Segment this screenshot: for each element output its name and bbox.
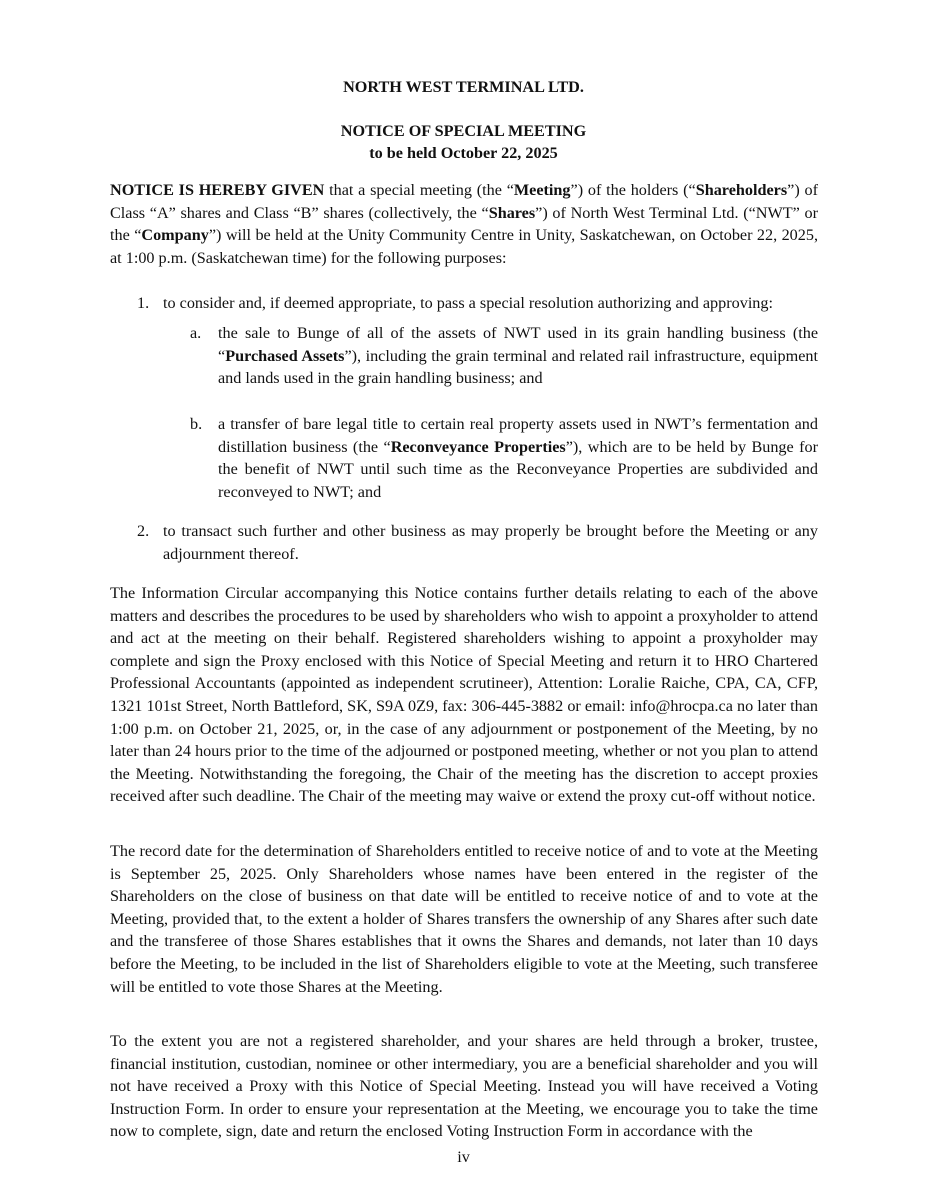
defined-term-company: Company (141, 226, 209, 245)
record-date-paragraph: The record date for the determination of Shareholders entitled to receive notice of and to vote at the Meeting is September 25, 2025. Only Shareholders whose names have been entered in the register of the Shareholders on the close of business on that date will be entitled to receive notice of and to vote at the Meeting, provided that, to the extent a holder of Shares transfers the ownership of any Shares after such date and the transferee of those Shares establishes that it owns the Shares and demands, not later than 10 days before the Meeting, to be included in the list of Shareholders eligible to vote at the Meeting, such transferee will be entitled to vote those Shares at the Meeting. (110, 842, 818, 996)
beneficial-shareholder-paragraph: To the extent you are not a registered shareholder, and your shares are held through a broker, trustee, financial institution, custodian, nominee or other intermediary, you are a beneficial shareholder and you will not have received a Proxy with this Notice of Special Meeting. Instead you will have received a Voting Instruction Form. In order to ensure your representation at the Meeting, we encourage you to take the time now to complete, sign, date and return the enclosed Voting Instruction Form in accordance with the (110, 1032, 818, 1141)
intro-text-1: that a special meeting (the “ (324, 181, 514, 199)
notice-title: NOTICE OF SPECIAL MEETING (340, 122, 587, 140)
subitem-text (218, 322, 818, 390)
defined-term-shares: Shares (488, 203, 536, 222)
subitem-letter: a. (190, 324, 202, 342)
intro-lead: NOTICE IS HEREBY GIVEN (110, 181, 325, 199)
purpose-text: to consider and, if deemed appropriate, to pass a special resolution authorizing and approving: (163, 294, 773, 312)
subitem-text (218, 413, 818, 503)
defined-term-meeting: Meeting (513, 181, 571, 199)
page-number: iv (457, 1148, 470, 1166)
intro-text-3: ”) of Class “A” shares and Class “B” shares (collectively, the “ (110, 181, 818, 222)
subitem-letter: b. (190, 415, 203, 433)
subitem-text-2: ”), including the grain terminal and related rail infrastructure, equipment and lands used in the grain handling business; and (218, 346, 818, 388)
defined-term-reconveyance-properties: Reconveyance Properties (390, 437, 566, 456)
purpose-number: 1. (137, 294, 150, 312)
company-name: NORTH WEST TERMINAL LTD. (343, 78, 584, 96)
defined-term-purchased-assets: Purchased Assets (225, 346, 345, 365)
intro-text-4: ”) of North West Terminal Ltd. (“NWT” or the “ (110, 203, 818, 245)
purpose-text: to transact such further and other business as may properly be brought before the Meeting or any adjournment thereof. (163, 522, 818, 563)
defined-term-shareholders: Shareholders (695, 181, 788, 199)
subitem-text-2: ”), which are to be held by Bunge for the benefit of NWT until such time as the Reconveyance Properties are subdivided and reconveyed to NWT; and (218, 437, 818, 501)
notice-subtitle: to be held October 22, 2025 (369, 144, 558, 162)
subitem-text-1: a transfer of bare legal title to certain real property assets used in NWT’s fermentation and distillation business (the “ (218, 415, 818, 456)
intro-text-2: ”) of the holders (“ (570, 181, 696, 199)
purpose-number: 2. (137, 522, 150, 540)
intro-paragraph (110, 179, 818, 269)
intro-text-5: ”) will be held at the Unity Community Centre in Unity, Saskatchewan, on October 22, 2025, at 1:00 p.m. (Saskatchewan time) for the following purposes: (110, 226, 818, 267)
subitem-text-1: the sale to Bunge of all of the assets of NWT used in its grain handling business (the “ (218, 324, 818, 365)
information-circular-paragraph: The Information Circular accompanying this Notice contains further details relating to each of the above matters and describes the procedures to be used by shareholders who wish to appoint a proxyholder to attend and act at the meeting on their behalf. Registered shareholders wishing to appoint a proxyholder may complete and sign the Proxy enclosed with this Notice of Special Meeting and return it to HRO Chartered Professional Accountants (appointed as independent scrutineer), Attention: Loralie Raiche, CPA, CA, CFP, 1321 101st Street, North Battleford, SK, S9A 0Z9, fax: 306-445-3882 or email: info@hrocpa.ca no later than 1:00 p.m. on October 21, 2025, or, in the case of any adjournment or postponement of the Meeting, by no later than 24 hours prior to the time of the adjourned or postponed meeting, whether or not you plan to attend the Meeting. Notwithstanding the foregoing, the Chair of the meeting has the discretion to accept proxies received after such deadline. The Chair of the meeting may waive or extend the proxy cut-off without notice. (110, 584, 818, 806)
